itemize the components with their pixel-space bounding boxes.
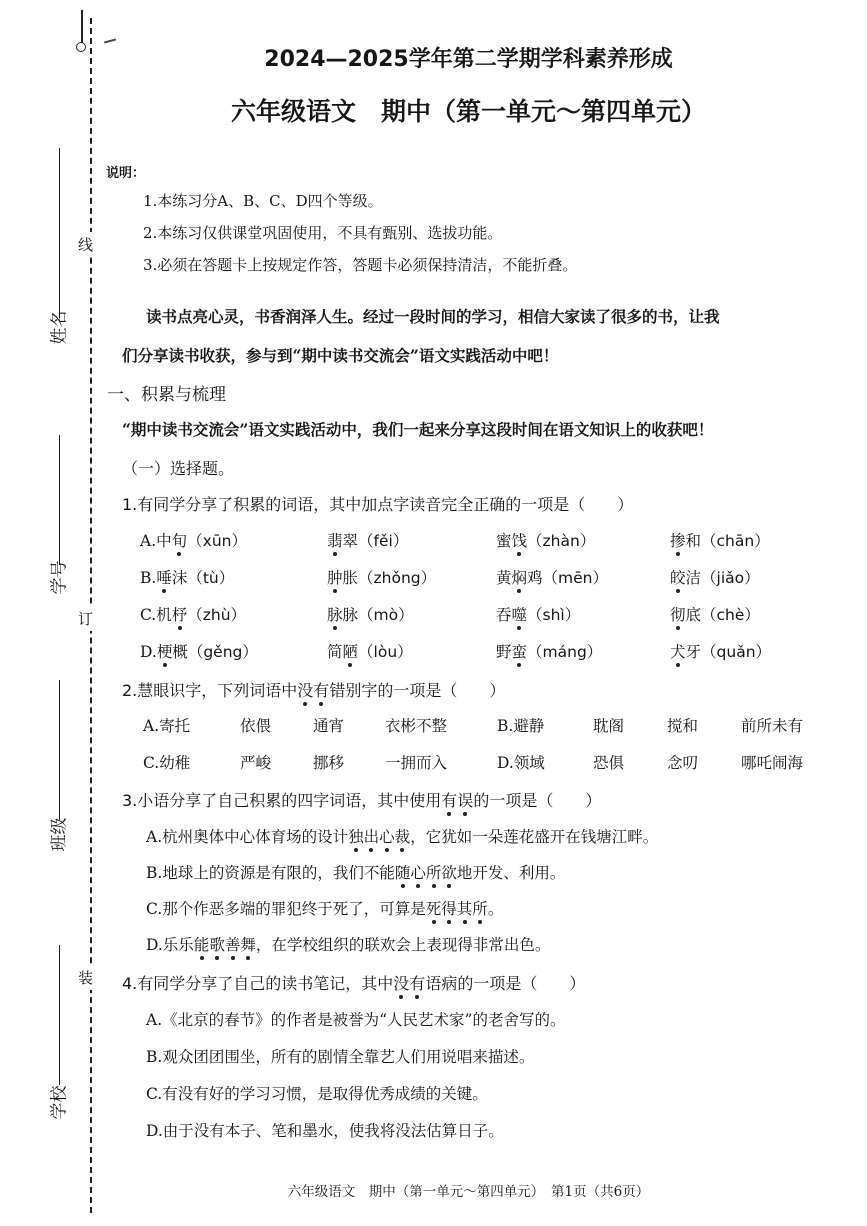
name-blank-line: [59, 148, 60, 318]
dotted-character: 皎: [670, 569, 686, 587]
pinyin: （lòu）: [358, 643, 413, 661]
question-stem: 4.有同学分享了自己的读书笔记，其中没有语病的一项是（ ）: [122, 974, 586, 993]
dotted-character: 独: [348, 828, 364, 846]
section-intro: “期中读书交流会”语文实践活动中，我们一起来分享这段时间在语文知识上的收获吧！: [122, 420, 714, 439]
word-text: 机: [156, 606, 172, 624]
word-text: 底: [685, 606, 702, 624]
word-text: 中: [156, 532, 172, 550]
school-label: 学校: [49, 1085, 70, 1120]
dotted-character: 欲: [441, 864, 457, 882]
dotted-character: 死: [425, 900, 442, 918]
pinyin: （zhàn）: [527, 532, 596, 550]
section-title: 一、积累与梳理: [107, 385, 226, 405]
dotted-character: 舞: [240, 936, 256, 954]
q1-option-item: [496, 529, 595, 551]
q2-word: B.避静: [497, 717, 545, 735]
word-text: 洁: [685, 569, 702, 587]
option-letter: B.: [140, 569, 157, 587]
q3-option: [146, 825, 658, 847]
intro-line: 们分享读书收获，参与到“期中读书交流会”语文实践活动中吧！: [122, 346, 559, 365]
q1-option-item: [327, 566, 436, 588]
intro-line: 读书点亮心灵，书香润泽人生。经过一段时间的学习，相信大家读了很多的书，让我: [146, 307, 720, 326]
q2-word: C.幼稚: [143, 754, 191, 772]
dotted-character: 翡: [327, 532, 343, 550]
pinyin: （zhù）: [187, 606, 247, 624]
number-label: 学号: [49, 560, 70, 595]
word-text: 概: [172, 643, 188, 661]
pinyin: （mēn）: [542, 569, 609, 587]
school-blank-line: [59, 945, 60, 1085]
q1-option-item: [327, 603, 414, 625]
q2-word: 念叨: [667, 754, 699, 772]
dotted-character: 善: [224, 936, 241, 954]
q2-word: 严峻: [240, 754, 272, 772]
dotted-character: 彻: [670, 606, 686, 624]
q1-option-item: [140, 529, 247, 551]
q3-option: [146, 897, 503, 919]
option-letter: C.: [140, 606, 157, 624]
option-text: B.地球上的资源是有限的，我们不能: [146, 864, 395, 882]
q1-option-item: [670, 566, 760, 588]
dotted-character: 得: [441, 900, 457, 918]
note-item: 1.本练习分A、B、C、D四个等级。: [143, 192, 383, 210]
q2-word: 前所未有: [741, 717, 804, 735]
dotted-character: 所: [425, 864, 442, 882]
word-text: 和: [685, 532, 702, 550]
pinyin: （fěi）: [358, 532, 409, 550]
word-text: 脉: [342, 606, 359, 624]
dotted-character: 蛮: [511, 643, 528, 661]
q2-word: A.寄托: [143, 717, 191, 735]
q1-option-item: [140, 640, 258, 662]
exam-subtitle: 六年级语文 期中（第一单元～第四单元）: [230, 97, 706, 126]
pinyin: （gěng）: [187, 643, 258, 661]
dotted-character: 焖: [511, 569, 528, 587]
pinyin: （zhǒng）: [358, 569, 437, 587]
q1-option-item: [496, 566, 608, 588]
word-text: 鸡: [527, 569, 543, 587]
question-stem: 1.有同学分享了积累的词语，其中加点字读音完全正确的一项是（ ）: [122, 495, 634, 514]
dotted-character: 裁: [394, 828, 411, 846]
q3-option: [146, 933, 550, 955]
note-item: 3.必须在答题卡上按规定作答，答题卡必须保持清洁，不能折叠。: [143, 256, 578, 274]
subsection-title: （一）选择题。: [122, 459, 235, 478]
option-letter: A.: [140, 532, 157, 550]
binding-letter-line: 线: [78, 232, 93, 257]
option-text: D.由于没有本子、笔和墨水，使我将没法估算日子。: [146, 1122, 504, 1140]
q1-option-item: [327, 640, 413, 662]
dotted-character: 出: [363, 828, 380, 846]
dotted-character: 肿: [327, 569, 343, 587]
number-blank-line: [59, 435, 60, 565]
dotted-character: 脉: [327, 606, 343, 624]
option-text: C.那个作恶多端的罪犯终于死了，可算是: [146, 900, 426, 918]
page-footer: [0, 1180, 867, 1200]
option-text: B.观众团团围坐，所有的剧情全靠艺人们用说唱来描述。: [146, 1048, 535, 1066]
dotted-character: 旬: [171, 532, 188, 550]
q2-word: 恐俱: [593, 754, 625, 772]
q2-word: D.领域: [497, 754, 545, 772]
dotted-character: 心: [410, 864, 426, 882]
option-text: ，它犹如一朵莲花盛开在钱塘江畔。: [410, 828, 659, 846]
dotted-character: 犬: [670, 643, 686, 661]
dotted-character: 杼: [171, 606, 188, 624]
dotted-character: 能: [193, 936, 210, 954]
q2-word: 耽阁: [593, 717, 625, 735]
pinyin: （mò）: [358, 606, 414, 624]
q2-word: 哪吒闹海: [741, 754, 804, 772]
dotted-character: 其: [456, 900, 473, 918]
exam-title: 2024—2025学年第二学期学科素养形成: [264, 47, 673, 72]
q2-word: 衣彬不整: [385, 717, 448, 735]
q1-option-item: [140, 603, 246, 625]
dotted-character: 噬: [511, 606, 528, 624]
q2-word: 依偎: [240, 717, 272, 735]
question-stem: 2.慧眼识字，下列词语中没有错别字的一项是（ ）: [122, 681, 506, 700]
word-text: 吞: [496, 606, 512, 624]
dotted-character: 唾: [156, 569, 172, 587]
option-text: A.杭州奥体中心体育场的设计: [146, 828, 349, 846]
notes-heading: 说明：: [106, 166, 146, 181]
q2-word: 通宵: [313, 717, 345, 735]
option-letter: D.: [140, 643, 157, 661]
word-text: 沫: [171, 569, 188, 587]
dotted-character: 随: [394, 864, 411, 882]
note-item: 2.本练习仅供课堂巩固使用，不具有甄别、选拔功能。: [143, 224, 503, 242]
q1-option-item: [670, 603, 760, 625]
footer-title: 六年级语文 期中（第一单元～第四单元）: [287, 1184, 538, 1200]
option-text: ，在学校组织的联欢会上表现得非常出色。: [255, 936, 551, 954]
word-text: 牙: [685, 643, 702, 661]
dotted-character: 所: [472, 900, 488, 918]
option-text: 。: [487, 900, 504, 918]
binding-letter-zhuang: 装: [78, 965, 93, 990]
class-blank-line: [59, 680, 60, 820]
word-text: 蜜: [496, 532, 512, 550]
word-text: 翠: [342, 532, 359, 550]
word-text: 黄: [496, 569, 512, 587]
dotted-character: 掺: [670, 532, 686, 550]
q2-word: 挪移: [313, 754, 345, 772]
dotted-character: 陋: [342, 643, 359, 661]
q1-option-item: [496, 640, 602, 662]
word-text: 野: [496, 643, 512, 661]
pinyin: （chān）: [701, 532, 770, 550]
pinyin: （quǎn）: [701, 643, 772, 661]
dotted-character: 心: [379, 828, 395, 846]
option-text: D.乐乐: [146, 936, 194, 954]
dotted-character: 歌: [209, 936, 225, 954]
q2-word: 搅和: [667, 717, 699, 735]
option-text: C.有没有好的学习习惯，是取得优秀成绩的关键。: [146, 1085, 488, 1103]
pinyin: （chè）: [701, 606, 760, 624]
name-label: 姓名: [49, 310, 70, 345]
option-text: A.《北京的春节》的作者是被誉为“人民艺术家”的老舍写的。: [146, 1011, 566, 1029]
pinyin: （jiǎo）: [701, 569, 760, 587]
dotted-character: 饯: [511, 532, 528, 550]
q3-option: [146, 861, 565, 883]
q1-option-item: [327, 529, 408, 551]
class-label: 班级: [49, 817, 70, 852]
pinyin: （tù）: [187, 569, 235, 587]
q1-option-item: [670, 640, 771, 662]
pinyin: （máng）: [527, 643, 603, 661]
dotted-character: 梗: [156, 643, 173, 661]
q1-option-item: [496, 603, 580, 625]
option-text: 地开发、利用。: [456, 864, 566, 882]
word-text: 简: [327, 643, 343, 661]
page-number: 第1页（共6页）: [551, 1184, 650, 1200]
q1-option-item: [670, 529, 770, 551]
q1-option-item: [140, 566, 234, 588]
word-text: 胀: [342, 569, 359, 587]
question-stem: 3.小语分享了自己积累的四字词语，其中使用有误的一项是（ ）: [122, 791, 602, 810]
pinyin: （shì）: [527, 606, 581, 624]
q2-word: 一拥而入: [385, 754, 448, 772]
binding-letter-ding: 订: [78, 606, 93, 631]
pinyin: （xūn）: [187, 532, 247, 550]
